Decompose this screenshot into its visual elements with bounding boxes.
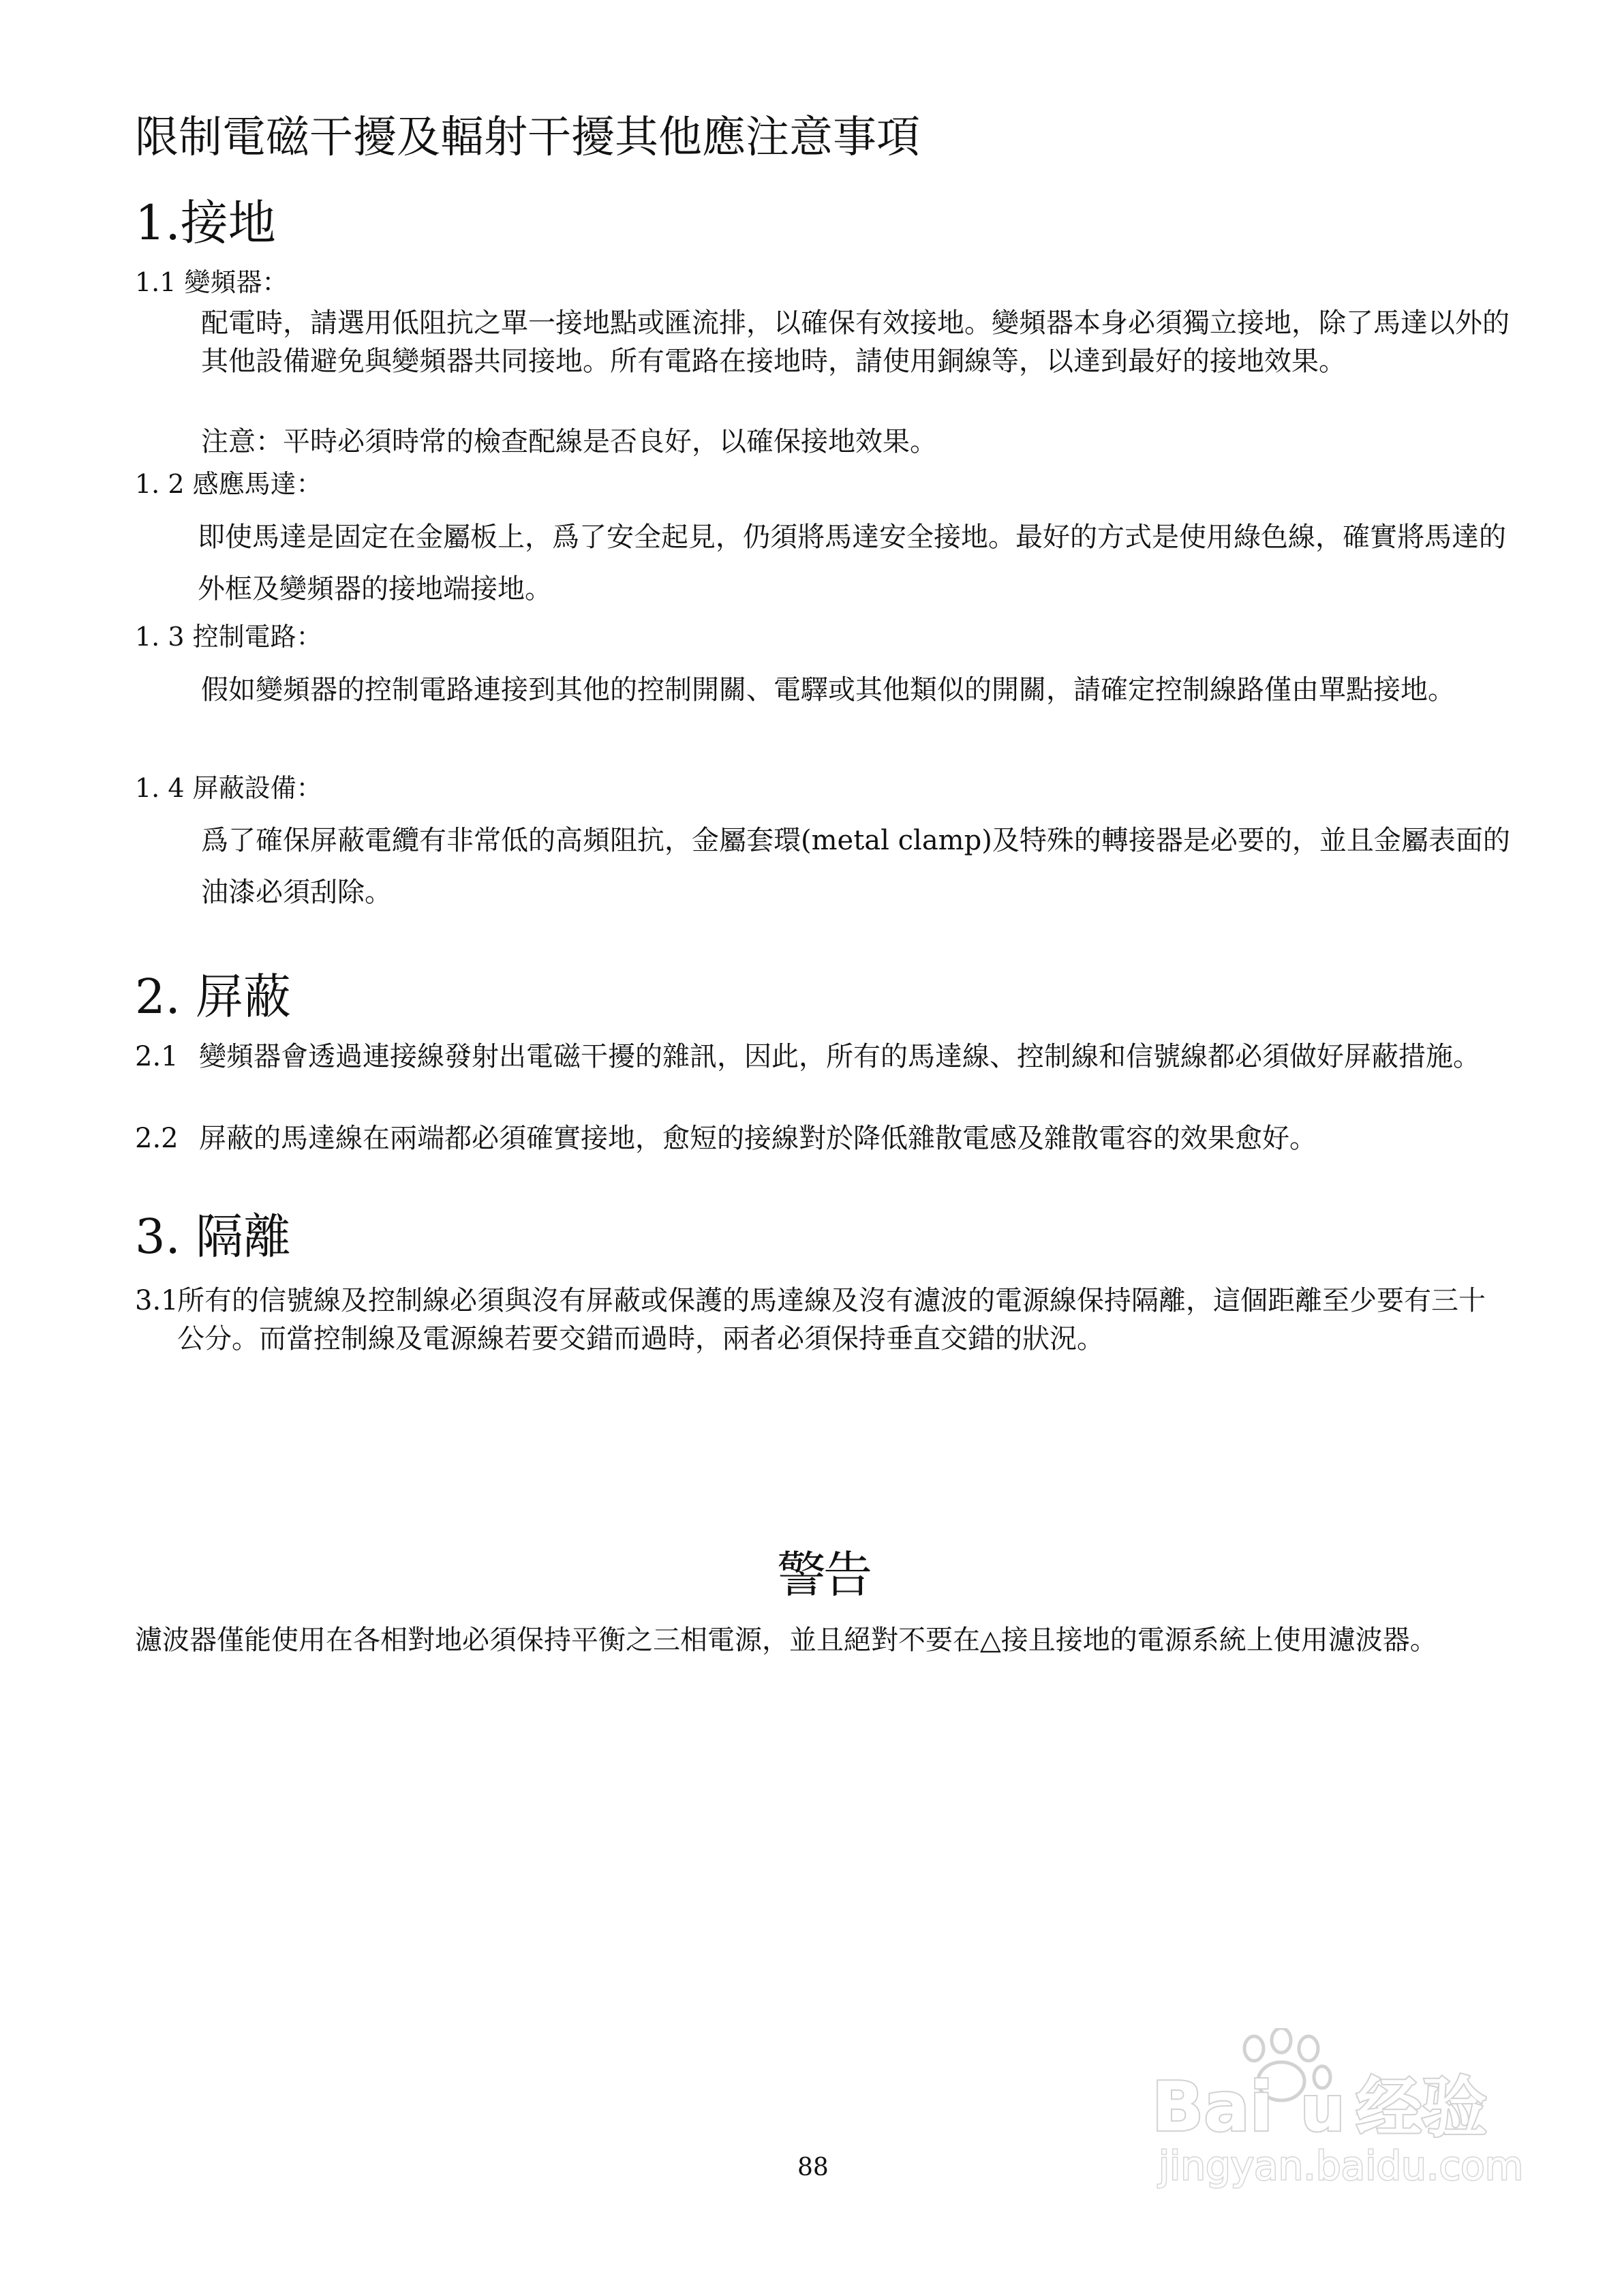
watermark-logo-cn: 经验	[1356, 2070, 1487, 2146]
item-1-4-text: 爲了確保屏蔽電纜有非常低的高頻阻抗，金屬套環(metal clamp)及特殊的轉接器是必要的，並且金屬表面的油漆必須刮除。	[201, 825, 1510, 908]
item-1-3-label: 1. 3 控制電路：	[135, 622, 322, 652]
item-1-4-label: 1. 4 屏蔽設備：	[135, 773, 322, 803]
item-2-1	[135, 1038, 1491, 1076]
section-3-heading: 3. 隔離	[135, 1209, 292, 1265]
item-1-1-text: 配電時，請選用低阻抗之單一接地點或匯流排，以確保有效接地。變頻器本身必須獨立接地，除了馬達以外的其他設備避免與變頻器共同接地。所有電路在接地時，請使用銅線等，以達到最好的接地效果。	[201, 307, 1510, 377]
item-3-1	[135, 1282, 1491, 1358]
item-3-1-number: 3.1	[135, 1285, 179, 1316]
page-number: 88	[797, 2154, 829, 2181]
item-2-2-text: 屏蔽的馬達線在兩端都必須確實接地，愈短的接線對於降低雜散電感及雜散電容的效果愈好。	[199, 1123, 1317, 1154]
page-title: 限制電磁干擾及輻射干擾其他應注意事項	[135, 112, 920, 163]
watermark-url: jingyan.baidu.com	[1159, 2143, 1524, 2189]
section-1-heading: 1.接地	[135, 195, 276, 251]
watermark-logo-text: Bai	[1152, 2067, 1273, 2147]
item-2-2-number: 2.2	[135, 1123, 179, 1154]
item-2-2	[135, 1119, 1491, 1158]
warning-title: 警告	[777, 1546, 870, 1603]
section-2-heading: 2. 屏蔽	[135, 969, 292, 1025]
baidu-jingyan-watermark	[1152, 2028, 1533, 2192]
watermark-logo-u: u	[1300, 2072, 1345, 2145]
item-2-1-number: 2.1	[135, 1041, 179, 1072]
item-1-1-label: 1.1 變頻器：	[135, 267, 288, 297]
item-1-2-label: 1. 2 感應馬達：	[135, 469, 322, 499]
item-1-3-text: 假如變頻器的控制電路連接到其他的控制開關、電驛或其他類似的開關，請確定控制線路僅由單點接地。	[201, 674, 1455, 706]
item-2-1-text: 變頻器會透過連接線發射出電磁干擾的雜訊，因此，所有的馬達線、控制線和信號線都必須做好屏蔽措施。	[199, 1041, 1480, 1072]
item-1-2-text: 即使馬達是固定在金屬板上，爲了安全起見，仍須將馬達安全接地。最好的方式是使用綠色線，確實將馬達的外框及變頻器的接地端接地。	[198, 522, 1506, 605]
item-3-1-text: 所有的信號線及控制線必須與沒有屏蔽或保護的馬達線及沒有濾波的電源線保持隔離，這個距離至少要有三十公分。而當控制線及電源線若要交錯而過時，兩者必須保持垂直交錯的狀況。	[177, 1285, 1486, 1355]
item-1-1-note: 注意：平時必須時常的檢查配線是否良好，以確保接地效果。	[201, 426, 937, 457]
warning-text: 濾波器僅能使用在各相對地必須保持平衡之三相電源，並且絕對不要在△接且接地的電源系統上使用濾波器。	[135, 1625, 1437, 1656]
